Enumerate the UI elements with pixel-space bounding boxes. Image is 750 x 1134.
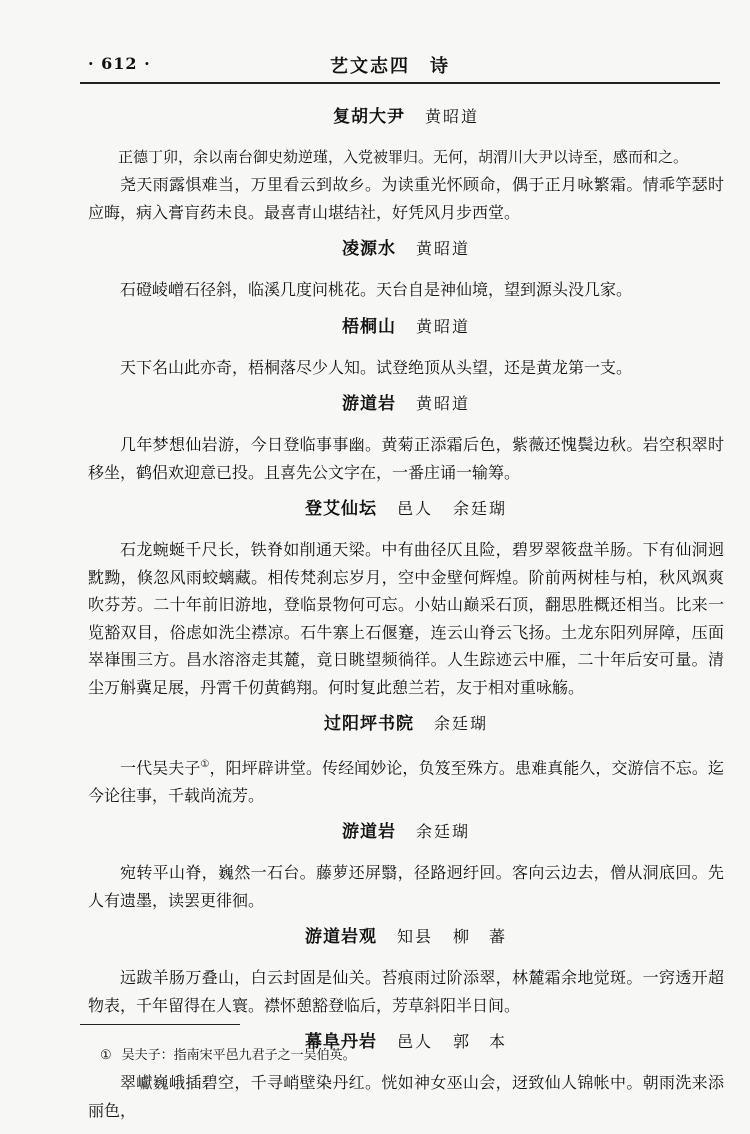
poem-author: 余廷瑚 <box>415 822 470 842</box>
poem-title: 游道岩 <box>341 394 396 414</box>
poem-body: 天下名山此亦奇，梧桐落尽少人知。试登绝顶从头望，还是黄龙第一支。 <box>120 357 633 377</box>
poem <box>88 711 724 809</box>
poem <box>88 924 724 1019</box>
poem-author-origin: 邑人 <box>396 499 433 518</box>
poem-preface: 正德丁卯，余以南台御史劾逆瑾，入党被罪归。无何，胡渭川大尹以诗至，感而和之。 <box>118 148 689 166</box>
footnote <box>100 1044 356 1063</box>
poem-author: 黄昭道 <box>415 316 470 336</box>
page-header <box>0 46 750 86</box>
poem-title: 游道岩 <box>341 822 396 843</box>
page-content <box>88 104 724 1134</box>
footnote-text: 吴夫子：指南宋平邑九君子之一吴伯英。 <box>121 1048 356 1063</box>
poem-body: 石龙蜿蜒千尺长，铁脊如削通天梁。中有曲径仄且险，碧罗翠筱盘羊肠。下有仙洞迥黕黝，倏忽风雨蛟螭藏。相传梵刹忘岁月，空中金壁何辉煌。阶前两树桂与柏，秋风飒爽吹芬芳。二十年前旧游地，登临景物何可忘。小姑山巅采石顶，翻思胜概还相当。比来一览豁双目，俗虑如洗尘襟凉。石牛寨上石偃蹇，连云山脊云飞扬。土龙东阳列屏障，压面崒嵂围三方。昌水溶溶走其麓，竟日眺望频徜徉。人生踪迹云中雁，二十年后安可量。清尘万斛冀足展，丹霄千仞黄鹤翔。何时复此憩兰若，友于相对重咏觞。 <box>88 540 724 697</box>
poem-title: 幕阜丹岩 <box>304 1032 377 1053</box>
page-number: · 612 · <box>88 54 151 73</box>
poem-author: 余廷瑚 <box>433 714 488 733</box>
header-rule <box>80 82 720 84</box>
footnote-rule <box>80 1024 240 1025</box>
poem-body: 宛转平山脊，巍然一石台。藤萝还屏翳，径路迥纡回。客向云边去，僧从洞底回。先人有遗墨，读罢更徘徊。 <box>88 863 724 910</box>
poem-title: 过阳坪书院 <box>323 714 414 734</box>
poem-heading <box>88 819 724 845</box>
poem <box>88 314 724 382</box>
poem-author-office: 知县 <box>396 927 433 947</box>
poem-author: 黄昭道 <box>415 394 470 413</box>
poem-author-origin: 邑人 <box>396 1032 433 1052</box>
poem <box>88 104 724 226</box>
poem-author: 黄昭道 <box>424 107 479 126</box>
poem-heading <box>88 711 724 737</box>
poem-body <box>88 751 724 809</box>
poem <box>88 819 724 914</box>
poem-body: 远跋羊肠万叠山，白云封固是仙关。苔痕雨过阶添翠，林麓霜余地觉斑。一窍透开超物表，千年留得在人寰。襟怀憩豁登临后，芳草斜阳半日间。 <box>88 968 724 1015</box>
poem-title: 复胡大尹 <box>332 107 405 127</box>
footnote-marker: ① <box>200 759 210 770</box>
poem-body: 翠巘巍峨插碧空，千寻峭壁染丹红。恍如神女巫山会，迓致仙人锦帐中。朝雨洗来添丽色， <box>88 1073 724 1120</box>
poem-title: 游道岩观 <box>304 927 377 948</box>
poem-title: 梧桐山 <box>341 316 396 337</box>
poem <box>88 236 724 304</box>
running-title: 艺文志四 诗 <box>330 56 450 77</box>
poem-heading <box>88 314 724 340</box>
poem-heading <box>88 391 724 417</box>
poem-heading <box>88 236 724 262</box>
poem-heading <box>88 104 724 130</box>
poem-author: 余廷瑚 <box>453 499 508 518</box>
poem-body-text: ，阳坪辟讲堂。传经闻妙论，负笈至殊方。患难真能久，交游信不忘。迄今论往事，千载尚流芳。 <box>88 758 724 805</box>
poem-heading <box>88 924 724 950</box>
poem-heading <box>88 496 724 522</box>
poem <box>88 496 724 701</box>
footnote-number: ① <box>100 1048 112 1063</box>
poem-body-text: 一代吴夫子 <box>120 758 201 778</box>
poem-body: 尧天雨露惧难当，万里看云到故乡。为读重光怀顾命，偶于正月咏繁霜。情乖竽瑟时应晦，病入膏肓药未良。最喜青山堪结社，好凭风月步西堂。 <box>88 175 724 222</box>
poem-title: 登艾仙坛 <box>304 499 377 519</box>
poem <box>88 391 724 486</box>
poem-body: 几年梦想仙岩游，今日登临事事幽。黄菊正添霜后色，紫薇还愧鬓边秋。岩空积翠时移坐，鹤侣欢迎意已投。且喜先公文字在，一番庄诵一输筹。 <box>88 435 724 482</box>
poem-author: 柳 蕃 <box>453 927 508 947</box>
poem-body: 石磴崚嶒石径斜，临溪几度问桃花。天台自是神仙境，望到源头没几家。 <box>120 280 633 299</box>
poem-title: 凌源水 <box>341 239 396 259</box>
poem-author: 郭 本 <box>453 1032 508 1052</box>
poem-author: 黄昭道 <box>415 239 470 258</box>
